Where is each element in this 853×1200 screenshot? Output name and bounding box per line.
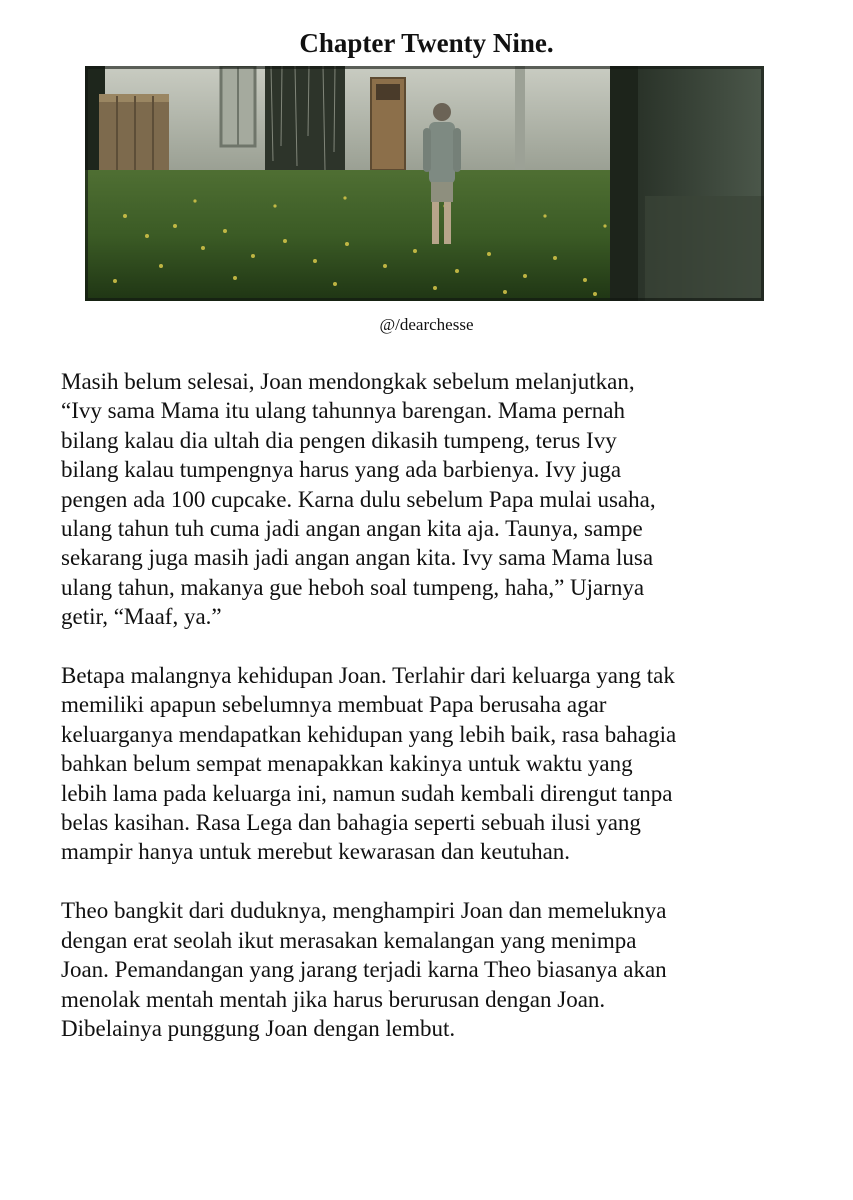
paragraph [61, 661, 801, 867]
text-line: getir, “Maaf, ya.” [61, 604, 222, 630]
text-line: ulang tahun tuh cuma jadi angan angan kita aja. Taunya, sampe [61, 516, 643, 542]
text-line: Masih belum selesai, Joan mendongkak sebelum melanjutkan, [61, 369, 635, 394]
chapter-title: Chapter Twenty Nine. [299, 28, 554, 58]
text-line: pengen ada 100 cupcake. Karna dulu sebelum Papa mulai usaha, [61, 486, 656, 512]
text-line: menolak mentah mentah jika harus berurusan dengan Joan. [61, 986, 606, 1012]
text-line: Dibelainya punggung Joan dengan lembut. [61, 1015, 456, 1041]
text-line: dengan erat seolah ikut merasakan kemalangan yang menimpa [61, 927, 637, 953]
paragraph [61, 367, 801, 632]
text-line: sekarang juga masih jadi angan angan kita. Ivy sama Mama lusa [61, 545, 654, 571]
text-line: memiliki apapun sebelumnya membuat Papa berusaha agar [61, 692, 607, 718]
text-line: Joan. Pemandangan yang jarang terjadi karna Theo biasanya akan [61, 957, 667, 983]
chapter-illustration [85, 66, 764, 301]
text-line: “Ivy sama Mama itu ulang tahunnya barengan. Mama pernah [61, 398, 625, 424]
text-line: keluarganya mendapatkan kehidupan yang lebih baik, rasa bahagia [61, 721, 677, 747]
text-line: bilang kalau tumpengnya harus yang ada barbienya. Ivy juga [61, 457, 622, 483]
text-line: bahkan belum sempat menapakkan kakinya untuk waktu yang [61, 751, 633, 777]
paragraph [61, 896, 801, 1043]
text-line: belas kasihan. Rasa Lega dan bahagia seperti sebuah ilusi yang [61, 810, 641, 836]
text-line: ulang tahun, makanya gue heboh soal tumpeng, haha,” Ujarnya [61, 574, 645, 600]
text-line: bilang kalau dia ultah dia pengen dikasih tumpeng, terus Ivy [61, 427, 617, 453]
text-line: Betapa malangnya kehidupan Joan. Terlahir dari keluarga yang tak [61, 663, 675, 689]
image-caption: @/dearchesse [379, 315, 474, 334]
text-line: mampir hanya untuk merebut kewarasan dan keutuhan. [61, 839, 571, 865]
text-line: lebih lama pada keluarga ini, namun sudah kembali direngut tanpa [61, 780, 673, 806]
chapter-body [61, 367, 801, 1073]
illustration-garden-scene [85, 66, 764, 301]
text-line: Theo bangkit dari duduknya, menghampiri Joan dan memeluknya [61, 898, 667, 924]
